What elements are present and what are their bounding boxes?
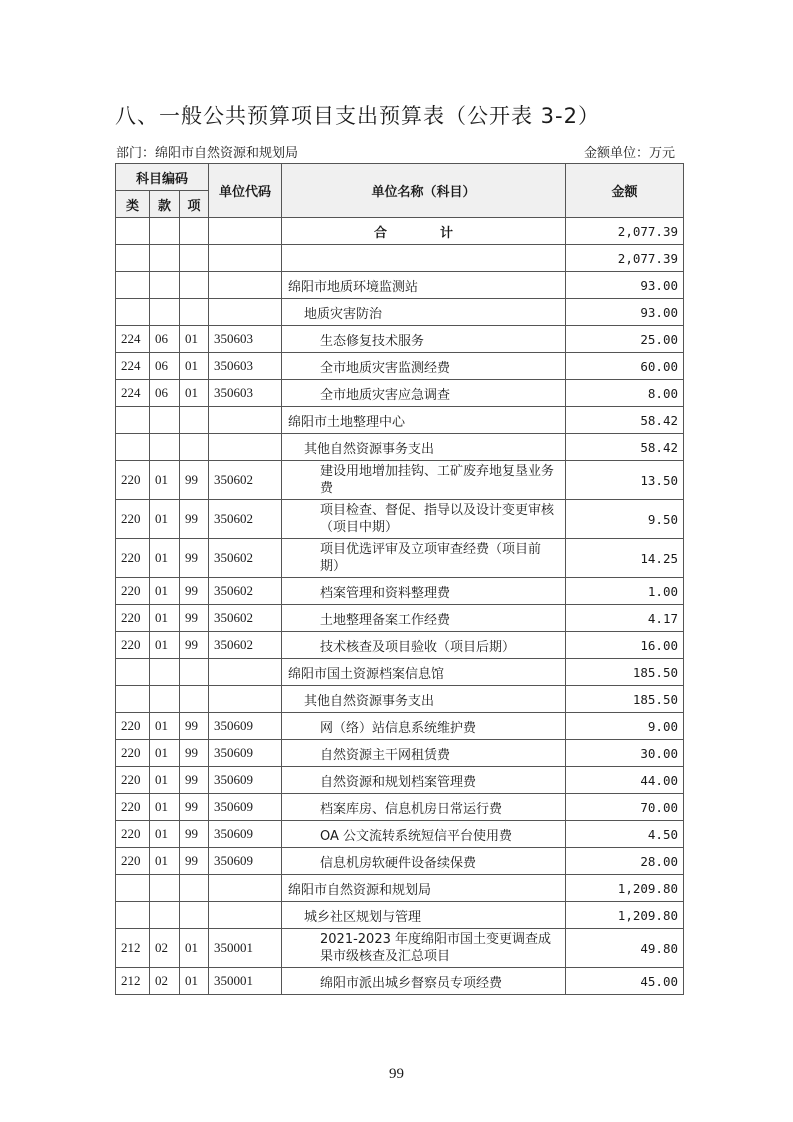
- cell-amount: 93.00: [566, 299, 684, 326]
- cell-unit-name: 信息机房软硬件设备续保费: [282, 848, 566, 875]
- budget-table: [115, 163, 684, 995]
- table-row: [116, 767, 684, 794]
- header-xiang: 项: [180, 191, 209, 218]
- cell-kuan: 01: [150, 713, 180, 740]
- cell-kuan: 01: [150, 794, 180, 821]
- cell-unit-name: 档案库房、信息机房日常运行费: [282, 794, 566, 821]
- table-row: [116, 659, 684, 686]
- table-row: [116, 686, 684, 713]
- cell-unit-code: 350001: [209, 929, 282, 968]
- cell-xiang: 99: [180, 740, 209, 767]
- cell-xiang: 99: [180, 500, 209, 539]
- table-row: [116, 434, 684, 461]
- cell-xiang: 99: [180, 767, 209, 794]
- cell-unit-name: 项目检查、督促、指导以及设计变更审核（项目中期）: [282, 500, 566, 539]
- cell-lei: 220: [116, 605, 150, 632]
- cell-kuan: [150, 902, 180, 929]
- cell-unit-code: 350603: [209, 326, 282, 353]
- cell-lei: [116, 245, 150, 272]
- cell-lei: [116, 434, 150, 461]
- cell-amount: 16.00: [566, 632, 684, 659]
- cell-amount: 8.00: [566, 380, 684, 407]
- cell-amount: 2,077.39: [566, 218, 684, 245]
- cell-unit-code: [209, 686, 282, 713]
- cell-unit-code: 350001: [209, 968, 282, 995]
- cell-xiang: [180, 299, 209, 326]
- cell-amount: 185.50: [566, 659, 684, 686]
- cell-unit-code: [209, 272, 282, 299]
- cell-unit-name: 生态修复技术服务: [282, 326, 566, 353]
- cell-unit-code: [209, 434, 282, 461]
- cell-amount: 58.42: [566, 434, 684, 461]
- table-row: [116, 902, 684, 929]
- cell-kuan: [150, 407, 180, 434]
- cell-kuan: [150, 245, 180, 272]
- cell-unit-name: 其他自然资源事务支出: [282, 434, 566, 461]
- cell-xiang: [180, 902, 209, 929]
- header-kuan: 款: [150, 191, 180, 218]
- table-row: [116, 272, 684, 299]
- page-title: 八、一般公共预算项目支出预算表（公开表 3-2）: [115, 104, 600, 128]
- cell-amount: 9.50: [566, 500, 684, 539]
- cell-amount: 30.00: [566, 740, 684, 767]
- cell-unit-code: 350602: [209, 539, 282, 578]
- cell-kuan: 02: [150, 968, 180, 995]
- cell-kuan: 01: [150, 605, 180, 632]
- cell-unit-code: 350602: [209, 605, 282, 632]
- table-row: [116, 245, 684, 272]
- cell-kuan: [150, 272, 180, 299]
- cell-unit-name: 项目优选评审及立项审查经费（项目前期）: [282, 539, 566, 578]
- cell-unit-name: 全市地质灾害应急调查: [282, 380, 566, 407]
- cell-lei: [116, 902, 150, 929]
- cell-xiang: 01: [180, 968, 209, 995]
- cell-amount: 1,209.80: [566, 902, 684, 929]
- table-row: [116, 461, 684, 500]
- table-row: [116, 875, 684, 902]
- cell-kuan: [150, 875, 180, 902]
- cell-amount: 25.00: [566, 326, 684, 353]
- cell-lei: 220: [116, 821, 150, 848]
- cell-lei: [116, 218, 150, 245]
- cell-unit-name: 土地整理备案工作经费: [282, 605, 566, 632]
- table-row: [116, 407, 684, 434]
- cell-amount: 1.00: [566, 578, 684, 605]
- table-row: [116, 632, 684, 659]
- cell-amount: 28.00: [566, 848, 684, 875]
- cell-amount: 185.50: [566, 686, 684, 713]
- table-row: [116, 539, 684, 578]
- cell-lei: [116, 272, 150, 299]
- header-amount: 金额: [566, 164, 684, 218]
- cell-unit-name: 其他自然资源事务支出: [282, 686, 566, 713]
- table-row: [116, 326, 684, 353]
- cell-xiang: 01: [180, 929, 209, 968]
- header-unit-name: 单位名称（科目）: [282, 164, 566, 218]
- cell-unit-code: 350603: [209, 380, 282, 407]
- cell-unit-code: [209, 875, 282, 902]
- cell-unit-name: 城乡社区规划与管理: [282, 902, 566, 929]
- cell-kuan: [150, 299, 180, 326]
- cell-lei: 220: [116, 767, 150, 794]
- cell-unit-name: 建设用地增加挂钩、工矿废弃地复垦业务费: [282, 461, 566, 500]
- table-row: [116, 500, 684, 539]
- cell-lei: 220: [116, 461, 150, 500]
- cell-lei: 220: [116, 794, 150, 821]
- cell-unit-name: 地质灾害防治: [282, 299, 566, 326]
- table-row: [116, 218, 684, 245]
- cell-kuan: 01: [150, 740, 180, 767]
- cell-amount: 44.00: [566, 767, 684, 794]
- cell-unit-code: 350609: [209, 713, 282, 740]
- cell-unit-code: 350609: [209, 821, 282, 848]
- cell-xiang: 99: [180, 578, 209, 605]
- cell-xiang: 99: [180, 605, 209, 632]
- cell-lei: [116, 875, 150, 902]
- cell-unit-name: 全市地质灾害监测经费: [282, 353, 566, 380]
- cell-unit-name: 自然资源和规划档案管理费: [282, 767, 566, 794]
- cell-unit-code: 350609: [209, 848, 282, 875]
- cell-unit-code: 350602: [209, 500, 282, 539]
- cell-kuan: 01: [150, 539, 180, 578]
- cell-lei: 212: [116, 929, 150, 968]
- cell-xiang: [180, 686, 209, 713]
- cell-kuan: [150, 218, 180, 245]
- cell-xiang: 99: [180, 713, 209, 740]
- cell-kuan: 01: [150, 578, 180, 605]
- cell-kuan: 01: [150, 821, 180, 848]
- cell-xiang: [180, 407, 209, 434]
- table-body: [116, 218, 684, 995]
- cell-xiang: 99: [180, 539, 209, 578]
- cell-unit-name: 绵阳市国土资源档案信息馆: [282, 659, 566, 686]
- cell-xiang: [180, 245, 209, 272]
- cell-lei: 220: [116, 578, 150, 605]
- cell-kuan: 01: [150, 632, 180, 659]
- cell-unit-name: 绵阳市地质环境监测站: [282, 272, 566, 299]
- cell-kuan: [150, 659, 180, 686]
- cell-lei: 224: [116, 353, 150, 380]
- cell-amount: 49.80: [566, 929, 684, 968]
- table-row: [116, 380, 684, 407]
- cell-unit-code: 350602: [209, 632, 282, 659]
- table-row: [116, 794, 684, 821]
- cell-xiang: 01: [180, 380, 209, 407]
- cell-unit-name: [282, 245, 566, 272]
- cell-unit-name: 档案管理和资料整理费: [282, 578, 566, 605]
- cell-amount: 4.50: [566, 821, 684, 848]
- cell-amount: 45.00: [566, 968, 684, 995]
- cell-xiang: 01: [180, 326, 209, 353]
- table-row: [116, 740, 684, 767]
- cell-unit-code: 350603: [209, 353, 282, 380]
- cell-kuan: 01: [150, 500, 180, 539]
- cell-unit-code: 350602: [209, 461, 282, 500]
- cell-kuan: [150, 434, 180, 461]
- cell-lei: 224: [116, 326, 150, 353]
- cell-unit-name: 网（络）站信息系统维护费: [282, 713, 566, 740]
- cell-kuan: 02: [150, 929, 180, 968]
- cell-xiang: 99: [180, 848, 209, 875]
- header-lei: 类: [116, 191, 150, 218]
- cell-lei: [116, 299, 150, 326]
- cell-unit-code: [209, 218, 282, 245]
- cell-xiang: 99: [180, 632, 209, 659]
- cell-lei: 224: [116, 380, 150, 407]
- cell-xiang: [180, 659, 209, 686]
- cell-unit-name: 自然资源主干网租赁费: [282, 740, 566, 767]
- cell-unit-code: 350602: [209, 578, 282, 605]
- table-row: [116, 713, 684, 740]
- cell-kuan: 01: [150, 461, 180, 500]
- cell-amount: 70.00: [566, 794, 684, 821]
- cell-xiang: 01: [180, 353, 209, 380]
- cell-amount: 1,209.80: [566, 875, 684, 902]
- cell-lei: 212: [116, 968, 150, 995]
- header-unit-code: 单位代码: [209, 164, 282, 218]
- cell-lei: [116, 659, 150, 686]
- cell-unit-name: 合 计: [282, 218, 566, 245]
- cell-lei: 220: [116, 848, 150, 875]
- cell-amount: 14.25: [566, 539, 684, 578]
- cell-xiang: 99: [180, 794, 209, 821]
- table-header: [116, 164, 684, 218]
- cell-lei: 220: [116, 740, 150, 767]
- department-label: 部门：绵阳市自然资源和规划局: [116, 146, 299, 161]
- cell-amount: 9.00: [566, 713, 684, 740]
- cell-xiang: 99: [180, 461, 209, 500]
- cell-lei: [116, 686, 150, 713]
- cell-unit-name: OA 公文流转系统短信平台使用费: [282, 821, 566, 848]
- cell-unit-name: 绵阳市自然资源和规划局: [282, 875, 566, 902]
- cell-unit-code: [209, 407, 282, 434]
- cell-kuan: 06: [150, 380, 180, 407]
- cell-unit-name: 技术核查及项目验收（项目后期）: [282, 632, 566, 659]
- cell-amount: 93.00: [566, 272, 684, 299]
- table-row: [116, 578, 684, 605]
- cell-unit-name: 2021-2023 年度绵阳市国土变更调查成果市级核查及汇总项目: [282, 929, 566, 968]
- table-row: [116, 968, 684, 995]
- table-row: [116, 929, 684, 968]
- cell-unit-name: 绵阳市派出城乡督察员专项经费: [282, 968, 566, 995]
- cell-lei: 220: [116, 713, 150, 740]
- cell-kuan: 01: [150, 767, 180, 794]
- table-row: [116, 848, 684, 875]
- cell-amount: 60.00: [566, 353, 684, 380]
- cell-xiang: [180, 218, 209, 245]
- cell-unit-code: [209, 659, 282, 686]
- cell-unit-code: [209, 902, 282, 929]
- cell-unit-code: 350609: [209, 767, 282, 794]
- table-row: [116, 299, 684, 326]
- cell-kuan: [150, 686, 180, 713]
- cell-amount: 13.50: [566, 461, 684, 500]
- cell-lei: 220: [116, 500, 150, 539]
- table-row: [116, 353, 684, 380]
- cell-xiang: [180, 875, 209, 902]
- cell-xiang: [180, 272, 209, 299]
- cell-kuan: 06: [150, 353, 180, 380]
- cell-xiang: 99: [180, 821, 209, 848]
- cell-unit-code: 350609: [209, 794, 282, 821]
- cell-unit-name: 绵阳市土地整理中心: [282, 407, 566, 434]
- cell-amount: 2,077.39: [566, 245, 684, 272]
- cell-xiang: [180, 434, 209, 461]
- table-row: [116, 821, 684, 848]
- cell-lei: [116, 407, 150, 434]
- cell-lei: 220: [116, 632, 150, 659]
- table-row: [116, 605, 684, 632]
- cell-unit-code: [209, 299, 282, 326]
- amount-unit-label: 金额单位：万元: [583, 146, 675, 161]
- cell-kuan: 01: [150, 848, 180, 875]
- cell-unit-code: [209, 245, 282, 272]
- cell-amount: 4.17: [566, 605, 684, 632]
- cell-kuan: 06: [150, 326, 180, 353]
- page-number: 99: [389, 1066, 404, 1082]
- cell-lei: 220: [116, 539, 150, 578]
- cell-unit-code: 350609: [209, 740, 282, 767]
- cell-amount: 58.42: [566, 407, 684, 434]
- header-subject-code: 科目编码: [116, 164, 209, 191]
